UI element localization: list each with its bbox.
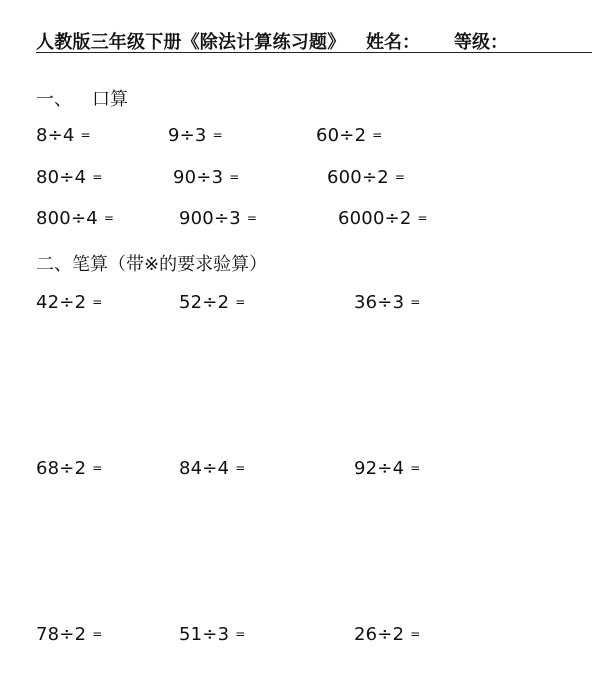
name-field-label: 姓名： [366, 32, 420, 53]
problem-expression: 90÷3 [173, 167, 224, 188]
equals-sign: = [229, 170, 240, 184]
problem-expression: 8÷4 [36, 125, 75, 146]
written-problem [179, 458, 246, 479]
problem-expression: 84÷4 [179, 458, 230, 479]
equals-sign: = [417, 211, 428, 225]
equals-sign: = [80, 128, 91, 142]
equals-sign: = [235, 627, 246, 641]
written-problem [179, 292, 246, 313]
oral-problem [168, 125, 223, 146]
problem-expression: 80÷4 [36, 167, 87, 188]
section-heading-written: 二、笔算（带※的要求验算） [36, 254, 268, 275]
equals-sign: = [92, 627, 103, 641]
oral-problem [327, 167, 405, 188]
problem-expression: 78÷2 [36, 624, 87, 645]
written-problem [354, 292, 421, 313]
equals-sign: = [235, 295, 246, 309]
written-problem [36, 458, 103, 479]
equals-sign: = [410, 295, 421, 309]
problem-expression: 600÷2 [327, 167, 389, 188]
written-problem [179, 624, 246, 645]
problem-expression: 9÷3 [168, 125, 207, 146]
grade-field-label: 等级： [454, 32, 508, 53]
problem-expression: 51÷3 [179, 624, 230, 645]
equals-sign: = [394, 170, 406, 184]
written-problem [36, 624, 103, 645]
worksheet-title: 人教版三年级下册《除法计算练习题》 [36, 32, 346, 53]
problem-expression: 6000÷2 [338, 208, 412, 229]
equals-sign: = [410, 461, 421, 475]
problem-expression: 92÷4 [354, 458, 405, 479]
problem-expression: 42÷2 [36, 292, 87, 313]
problem-expression: 68÷2 [36, 458, 87, 479]
oral-problem [316, 125, 383, 146]
equals-sign: = [212, 128, 223, 142]
worksheet-header [36, 26, 592, 53]
oral-problem [36, 208, 114, 229]
oral-problem [179, 208, 257, 229]
oral-problem [338, 208, 428, 229]
equals-sign: = [92, 170, 103, 184]
section-heading-oral [36, 85, 128, 111]
problem-expression: 36÷3 [354, 292, 405, 313]
equals-sign: = [246, 211, 258, 225]
written-problem [354, 458, 421, 479]
oral-problem [36, 167, 103, 188]
equals-sign: = [92, 461, 103, 475]
problem-expression: 52÷2 [179, 292, 230, 313]
problem-expression: 900÷3 [179, 208, 241, 229]
equals-sign: = [372, 128, 383, 142]
section-number: 一、 [36, 89, 72, 110]
problem-expression: 60÷2 [316, 125, 367, 146]
equals-sign: = [103, 211, 115, 225]
written-problem [36, 292, 103, 313]
equals-sign: = [235, 461, 246, 475]
written-problem [354, 624, 421, 645]
equals-sign: = [410, 627, 421, 641]
problem-expression: 800÷4 [36, 208, 98, 229]
problem-expression: 26÷2 [354, 624, 405, 645]
oral-problem [36, 125, 91, 146]
oral-problem [173, 167, 240, 188]
equals-sign: = [92, 295, 103, 309]
section-title: 口算 [92, 89, 128, 110]
